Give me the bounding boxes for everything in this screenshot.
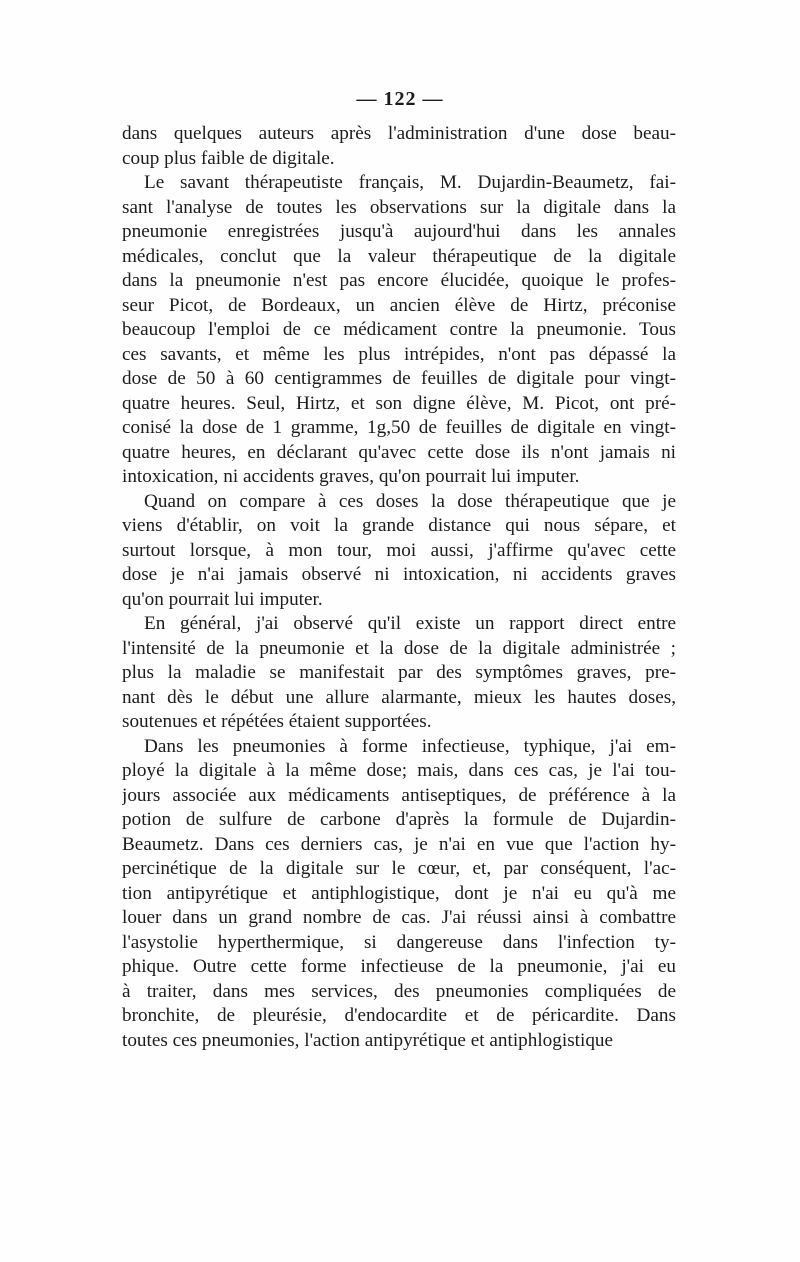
- text-line: plus la maladie se manifestait par des symptômes graves, pre-: [122, 662, 676, 683]
- text-line: En général, j'ai observé qu'il existe un rapport direct entre: [144, 613, 676, 634]
- text-line: nant dès le début une allure alarmante, mieux les hautes doses,: [122, 686, 676, 708]
- text-line: phique. Outre cette forme infectieuse de la pneumonie, j'ai eu: [122, 956, 676, 977]
- text-line: dose je n'ai jamais observé ni intoxication, ni accidents graves: [122, 564, 676, 585]
- text-line: pneumonie enregistrées jusqu'à aujourd'hui dans les annales: [122, 221, 676, 242]
- text-line: percinétique de la digitale sur le cœur, et, par conséquent, l'ac-: [122, 858, 676, 879]
- text-line: Quand on compare à ces doses la dose thérapeutique que je: [144, 490, 676, 512]
- text-line: jours associée aux médicaments antiseptiques, de préférence à la: [122, 784, 676, 806]
- text-line: conisé la dose de 1 gramme, 1g,50 de feuilles de digitale en vingt-: [122, 417, 676, 438]
- text-line: quatre heures, en déclarant qu'avec cette dose ils n'ont jamais ni: [122, 441, 676, 463]
- text-line: potion de sulfure de carbone d'après la formule de Dujardin-: [122, 809, 676, 830]
- text-line: à traiter, dans mes services, des pneumonies compliquées de: [122, 980, 676, 1002]
- text-line: bronchite, de pleurésie, d'endocardite et de péricardite. Dans: [122, 1005, 676, 1026]
- text-line: seur Picot, de Bordeaux, un ancien élève de Hirtz, préconise: [122, 294, 676, 316]
- paragraph: [122, 122, 676, 171]
- text-line: sant l'analyse de toutes les observations sur la digitale dans la: [122, 196, 676, 218]
- page-number: — 122 —: [356, 88, 444, 110]
- paragraph: [122, 490, 676, 613]
- paragraph: [122, 612, 676, 735]
- text-line: soutenues et répétées étaient supportées.: [122, 711, 432, 732]
- paragraph: [122, 735, 676, 1054]
- text-line: médicales, conclut que la valeur thérapeutique de la digitale: [122, 245, 676, 267]
- text-line: l'asystolie hyperthermique, si dangereuse dans l'infection ty-: [122, 931, 676, 953]
- text-line: ployé la digitale à la même dose; mais, dans ces cas, je l'ai tou-: [122, 760, 676, 781]
- text-line: toutes ces pneumonies, l'action antipyrétique et antiphlogistique: [122, 1029, 614, 1051]
- text-line: beaucoup l'emploi de ce médicament contre la pneumonie. Tous: [122, 319, 676, 340]
- text-line: intoxication, ni accidents graves, qu'on pourrait lui imputer.: [122, 466, 580, 487]
- text-line: Dans les pneumonies à forme infectieuse, typhique, j'ai em-: [144, 735, 676, 757]
- text-line: quatre heures. Seul, Hirtz, et son digne élève, M. Picot, ont pré-: [122, 392, 676, 414]
- text-line: Beaumetz. Dans ces derniers cas, je n'ai en vue que l'action hy-: [122, 833, 676, 855]
- paragraph: [122, 171, 676, 490]
- text-line: surtout lorsque, à mon tour, moi aussi, j'affirme qu'avec cette: [122, 539, 676, 561]
- text-line: qu'on pourrait lui imputer.: [122, 588, 323, 610]
- text-line: coup plus faible de digitale.: [122, 147, 335, 169]
- text-line: ces savants, et même les plus intrépides, n'ont pas dépassé la: [122, 343, 676, 365]
- text-line: dans la pneumonie n'est pas encore élucidée, quoique le profes-: [122, 270, 676, 291]
- text-line: tion antipyrétique et antiphlogistique, dont je n'ai eu qu'à me: [122, 882, 676, 904]
- text-line: louer dans un grand nombre de cas. J'ai réussi ainsi à combattre: [122, 907, 676, 928]
- text-line: l'intensité de la pneumonie et la dose de la digitale administrée ;: [122, 637, 676, 659]
- text-line: Le savant thérapeutiste français, M. Dujardin-Beaumetz, fai-: [144, 172, 676, 193]
- body-text: [122, 122, 676, 1053]
- text-line: viens d'établir, on voit la grande distance qui nous sépare, et: [122, 515, 676, 536]
- text-line: dans quelques auteurs après l'administration d'une dose beau-: [122, 123, 676, 144]
- text-line: dose de 50 à 60 centigrammes de feuilles de digitale pour vingt-: [122, 368, 676, 389]
